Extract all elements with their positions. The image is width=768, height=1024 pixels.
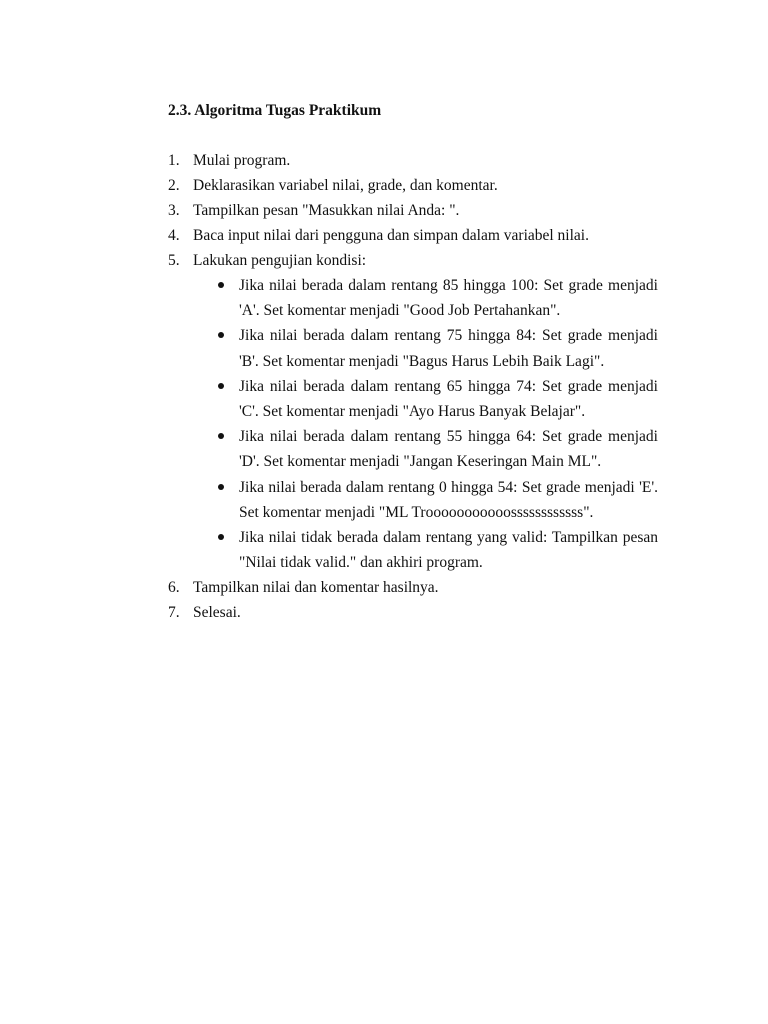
step-item bbox=[168, 148, 658, 173]
step-item bbox=[168, 248, 658, 575]
condition-text: Jika nilai berada dalam rentang 65 hingga 74: Set grade menjadi 'C'. Set komentar menjadi "Ayo Harus Banyak Belajar". bbox=[239, 377, 658, 421]
condition-item bbox=[239, 374, 658, 424]
condition-list bbox=[193, 273, 658, 575]
condition-text: Jika nilai berada dalam rentang 85 hingga 100: Set grade menjadi 'A'. Set komentar menjadi "Good Job Pertahankan". bbox=[239, 277, 658, 320]
step-item bbox=[168, 223, 658, 248]
step-item bbox=[168, 575, 658, 600]
step-number: 6. bbox=[168, 579, 180, 597]
condition-item bbox=[239, 475, 658, 525]
step-number: 3. bbox=[168, 202, 180, 219]
bullet-icon bbox=[218, 282, 224, 288]
step-item bbox=[168, 173, 658, 198]
step-number: 4. bbox=[168, 227, 180, 244]
bullet-icon bbox=[218, 332, 224, 338]
condition-text: Jika nilai tidak berada dalam rentang yang valid: Tampilkan pesan "Nilai tidak valid." dan akhiri program. bbox=[239, 529, 658, 572]
step-text: Baca input nilai dari pengguna dan simpan dalam variabel nilai. bbox=[193, 227, 589, 244]
bullet-icon bbox=[218, 484, 224, 490]
step-item bbox=[168, 198, 658, 223]
step-text: Tampilkan pesan "Masukkan nilai Anda: ". bbox=[193, 202, 460, 219]
step-text: Lakukan pengujian kondisi: bbox=[193, 252, 367, 269]
step-number: 5. bbox=[168, 252, 180, 269]
condition-item bbox=[239, 424, 658, 474]
step-text: Deklarasikan variabel nilai, grade, dan komentar. bbox=[193, 177, 498, 194]
condition-text: Jika nilai berada dalam rentang 75 hingga 84: Set grade menjadi 'B'. Set komentar menjadi "Bagus Harus Lebih Baik Lagi". bbox=[239, 327, 658, 370]
section-heading: 2.3. Algoritma Tugas Praktikum bbox=[168, 102, 382, 119]
step-number: 1. bbox=[168, 152, 180, 169]
bullet-icon bbox=[218, 383, 224, 389]
bullet-icon bbox=[218, 534, 224, 540]
condition-item bbox=[239, 273, 658, 323]
step-text: Tampilkan nilai dan komentar hasilnya. bbox=[193, 579, 439, 597]
algorithm-steps bbox=[168, 148, 658, 625]
step-item bbox=[168, 600, 658, 625]
step-text: Selesai. bbox=[193, 604, 241, 622]
condition-text: Jika nilai berada dalam rentang 55 hingga 64: Set grade menjadi 'D'. Set komentar menjadi "Jangan Keseringan Main ML". bbox=[239, 428, 658, 471]
condition-item bbox=[239, 525, 658, 575]
step-number: 7. bbox=[168, 604, 180, 622]
step-text: Mulai program. bbox=[193, 152, 291, 169]
condition-item bbox=[239, 323, 658, 373]
step-number: 2. bbox=[168, 177, 180, 194]
condition-text: Jika nilai berada dalam rentang 0 hingga 54: Set grade menjadi 'E'. Set komentar menjadi "ML Trooooooooooossssssssssss". bbox=[239, 478, 658, 521]
bullet-icon bbox=[218, 433, 224, 439]
